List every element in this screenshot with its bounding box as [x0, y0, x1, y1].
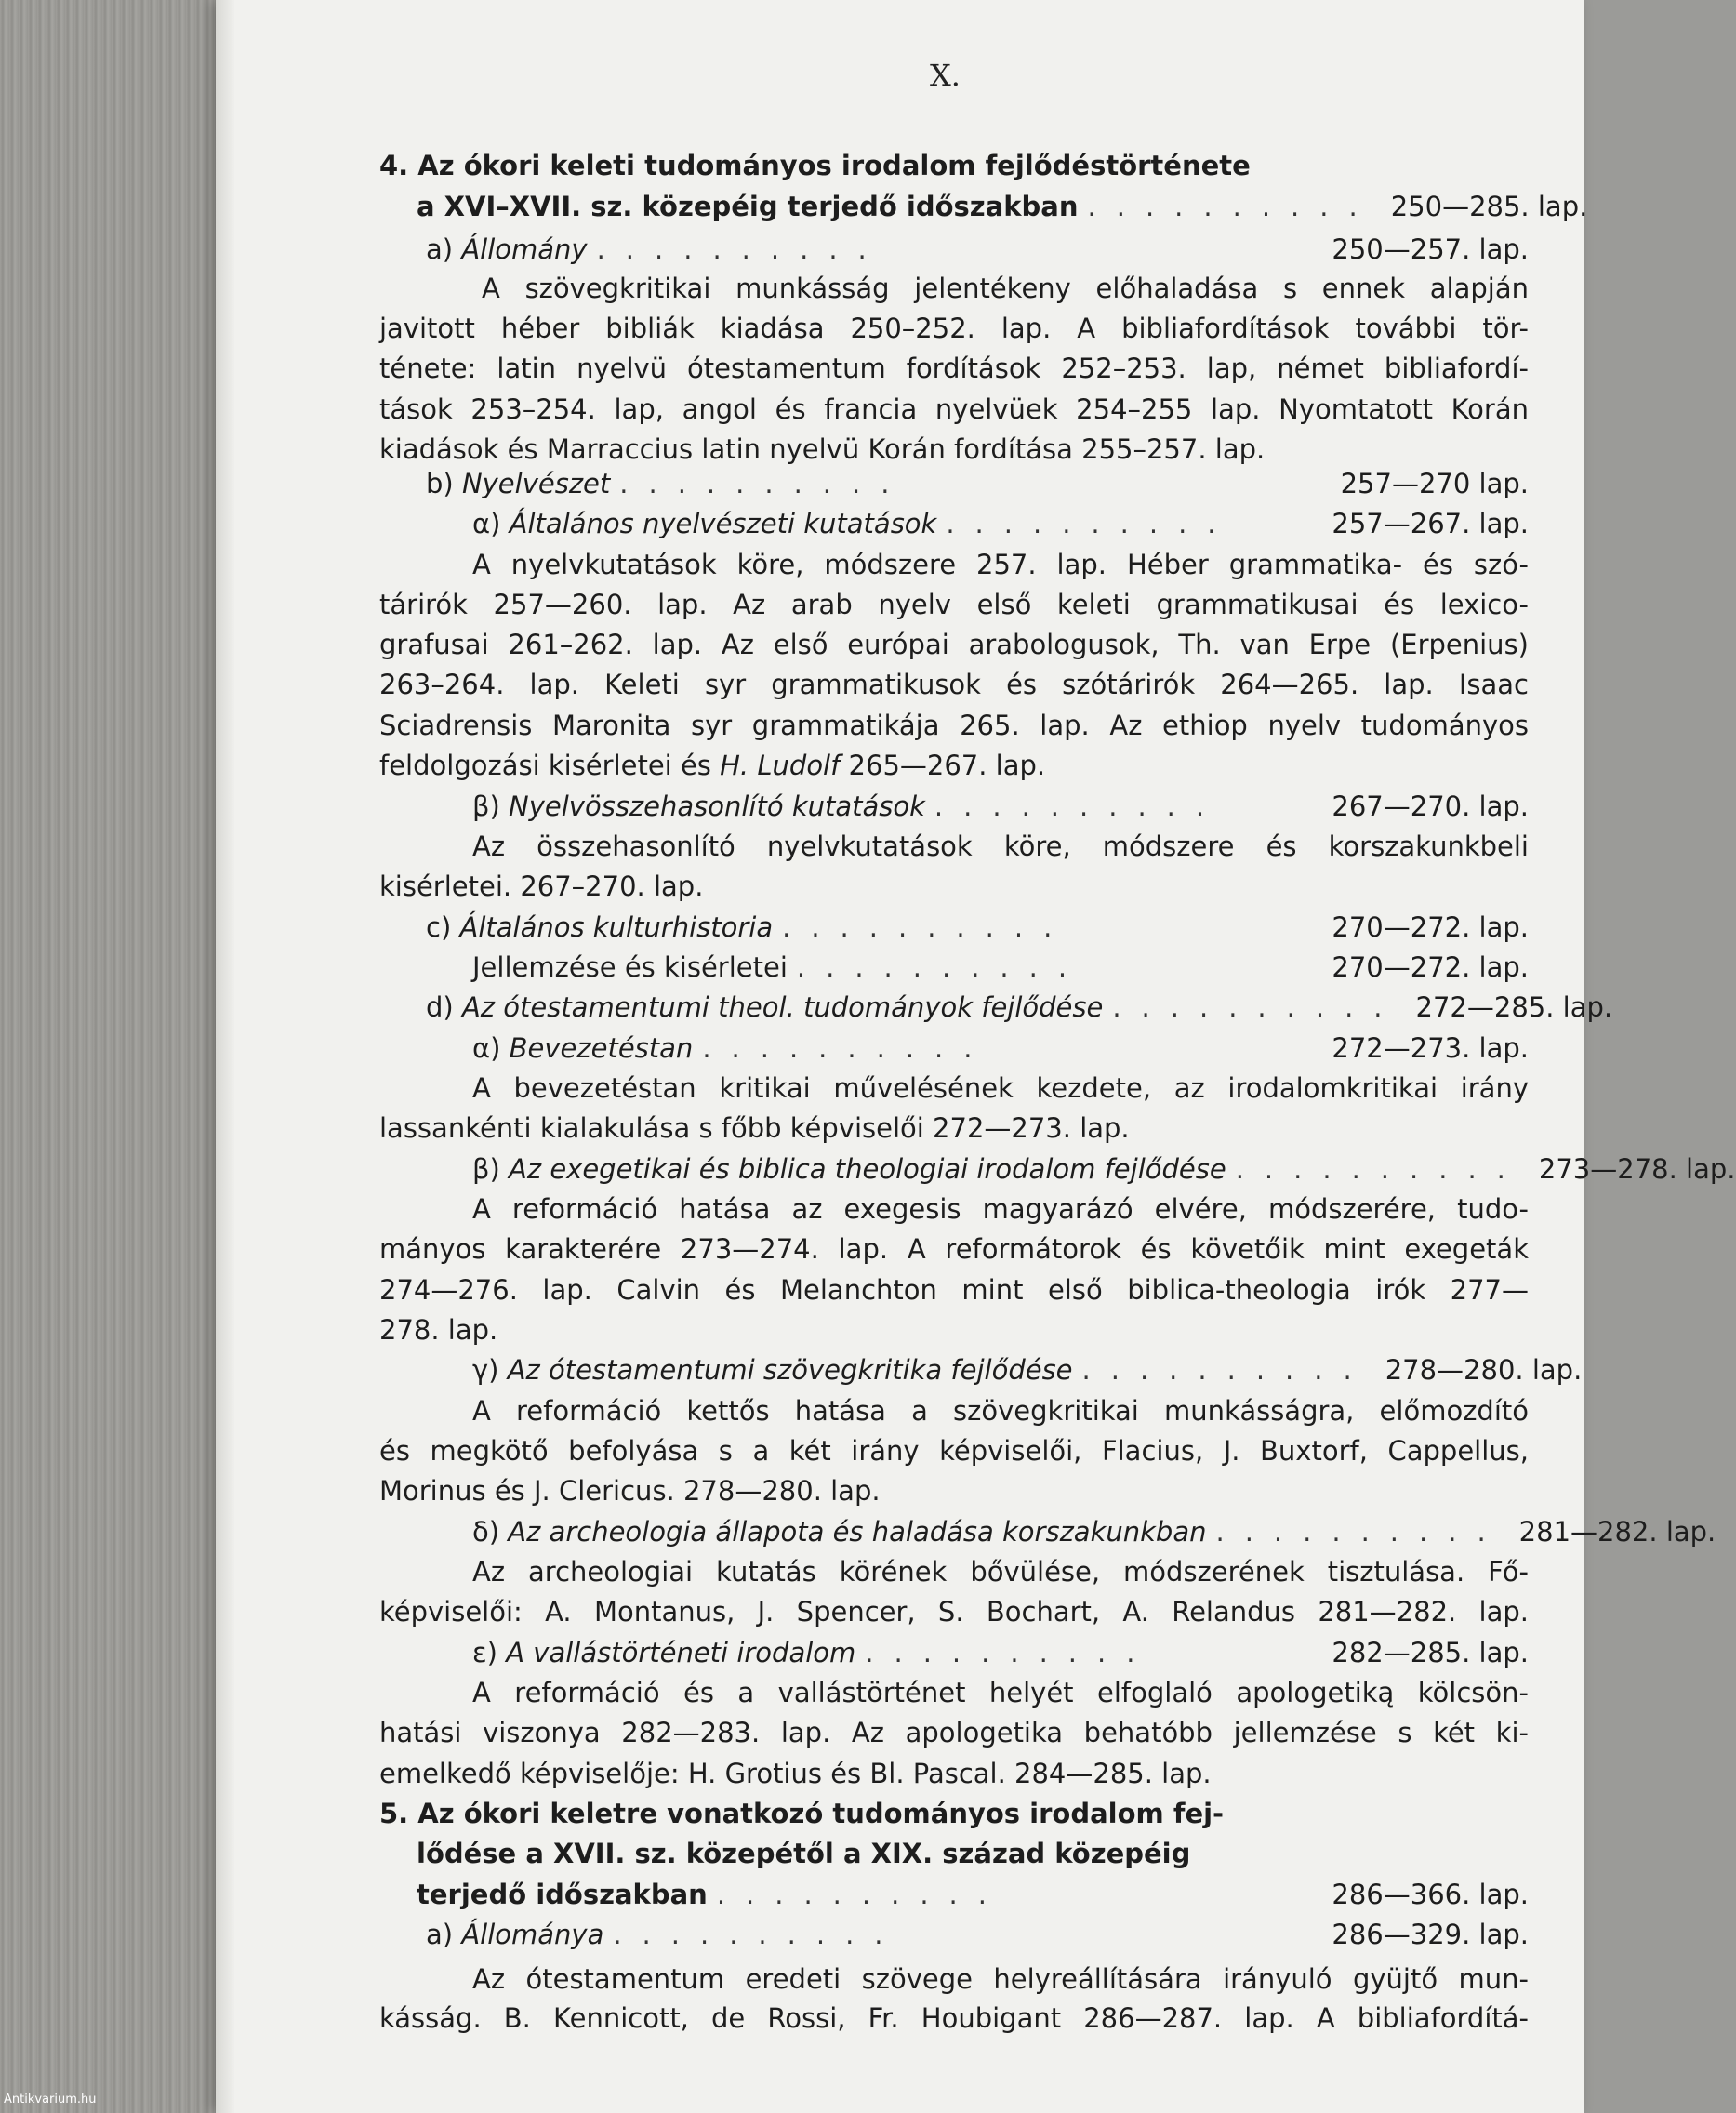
entry-text: lődése a XVII. sz. közepétől a XIX. század közepéig — [417, 1838, 1191, 1869]
dot-leader: .......... — [796, 951, 1088, 983]
toc-entry — [379, 1351, 1583, 1389]
paragraph-line — [379, 1311, 1529, 1349]
dot-leader: .......... — [782, 911, 1073, 943]
entry-italic-text: Nyelvösszehasonlító kutatások — [509, 791, 925, 822]
entry-italic-text: Állomány — [461, 233, 588, 265]
page-range: 270—272. lap. — [1332, 951, 1529, 983]
page-range: 250—285. lap. — [1390, 191, 1588, 222]
toc-entry — [379, 147, 1529, 184]
line-text: 278. lap. — [379, 1314, 498, 1346]
entry-italic-text: Az exegetikai és biblica theologiai irodalom fejlődése — [509, 1153, 1226, 1185]
entry-text: γ) — [472, 1354, 508, 1386]
paragraph-line — [379, 1553, 1529, 1590]
page-range: 272—273. lap. — [1332, 1032, 1529, 1064]
toc-entry — [379, 1876, 1529, 1913]
toc-entry-title — [417, 1835, 1199, 1872]
paragraph-line — [379, 1392, 1529, 1429]
paragraph-line — [379, 431, 1529, 468]
entry-text: β) — [472, 1153, 510, 1185]
toc-entry — [379, 505, 1529, 542]
paragraph-line — [379, 1960, 1529, 1998]
toc-entry — [379, 188, 1588, 225]
line-text: tások 253–254. lap, angol és francia nyelvüek 254–255 lap. Nyomtatott Korán — [379, 393, 1529, 425]
entry-text: 4. Az ókori keleti tudományos irodalom fejlődéstörténete — [379, 150, 1251, 181]
line-text: emelkedő képviselője: H. Grotius és Bl. Pascal. 284—285. lap. — [379, 1758, 1212, 1789]
entry-italic-text: Az ótestamentumi szövegkritika fejlődése — [507, 1354, 1073, 1386]
paragraph-line — [379, 1110, 1529, 1147]
entry-text: α) — [472, 1032, 510, 1064]
toc-entry-title — [472, 788, 934, 825]
entry-italic-text: Bevezetéstan — [509, 1032, 694, 1064]
toc-entry-title — [472, 1351, 1082, 1389]
line-text: 263–264. lap. Keleti syr grammatikusok és szótárirók 264—265. lap. Isaac — [379, 669, 1529, 700]
line-text: tárirók 257—260. lap. Az arab nyelv első keleti grammatikusai és lexico- — [379, 589, 1529, 620]
line-text: Az összehasonlító nyelvkutatások köre, módszere és korszakunkbeli — [472, 831, 1529, 862]
line-text: kiadások és Marraccius latin nyelvü Korán fordítása 255–257. lap. — [379, 433, 1266, 465]
entry-text: ε) — [472, 1637, 507, 1668]
line-text: Sciadrensis Maronita syr grammatikája 265. lap. Az ethiop nyelv tudományos — [379, 710, 1529, 741]
toc-entry — [379, 788, 1529, 825]
line-text: Morinus és J. Clericus. 278—280. lap. — [379, 1475, 881, 1507]
paragraph-line — [379, 868, 1529, 905]
paragraph-line — [379, 270, 1529, 307]
line-text: kisérletei. 267–270. lap. — [379, 870, 704, 902]
paragraph-line — [379, 707, 1529, 744]
paragraph-line — [379, 1190, 1529, 1228]
page-number: X. — [930, 58, 961, 93]
toc-entry — [379, 1030, 1529, 1067]
line-text: A reformáció hatása az exegesis magyarázó elvére, módszerére, tudo- — [472, 1193, 1529, 1225]
toc-entry-title — [379, 147, 1260, 184]
toc-entry-title — [426, 465, 619, 502]
entry-text: a) — [426, 1919, 462, 1950]
line-text: 274—276. lap. Calvin és Melanchton mint első biblica-theologia irók 277— — [379, 1274, 1529, 1306]
dot-leader: .......... — [1235, 1153, 1526, 1185]
toc-entry — [379, 465, 1529, 502]
paragraph-line — [379, 666, 1529, 703]
toc-entry — [379, 1916, 1529, 1953]
paragraph-line — [379, 1755, 1529, 1792]
line-text: feldolgozási kisérletei és — [379, 750, 721, 781]
dot-leader: .......... — [946, 508, 1237, 539]
line-text: A szövegkritikai munkásság jelentékeny előhaladása s ennek alapján — [482, 272, 1529, 304]
page-range: 286—366. lap. — [1332, 1879, 1529, 1910]
paragraph-line — [379, 1714, 1529, 1751]
toc-entry-title — [472, 505, 946, 542]
entry-italic-text: Általános kulturhistoria — [459, 911, 774, 943]
paragraph-line — [379, 1230, 1529, 1268]
dot-leader: .......... — [596, 233, 887, 265]
toc-entry-title — [472, 1634, 865, 1671]
line-text: A bevezetéstan kritikai művelésének kezdete, az irodalomkritikai irány — [472, 1072, 1529, 1104]
line-text: A reformáció kettős hatása a szövegkritikai munkásságra, előmozdító — [472, 1395, 1529, 1427]
entry-text: Jellemzése és kisérletei — [472, 951, 788, 983]
toc-entry-title — [379, 1795, 1233, 1832]
paragraph-line — [379, 747, 1529, 784]
paragraph-line — [379, 1472, 1529, 1509]
paragraph-line — [379, 391, 1529, 428]
entry-text: 5. Az ókori keletre vonatkozó tudományos irodalom fej- — [379, 1798, 1225, 1829]
toc-entry-title — [426, 231, 597, 268]
entry-text: α) — [472, 508, 510, 539]
toc-entry — [379, 949, 1529, 986]
page-range: 286—329. lap. — [1332, 1919, 1529, 1950]
line-text: lassankénti kialakulása s főbb képviselői 272—273. lap. — [379, 1112, 1130, 1144]
toc-entry-title — [417, 188, 1088, 225]
line-text: képviselői: A. Montanus, J. Spencer, S. Bochart, A. Relandus 281—282. lap. — [379, 1596, 1529, 1628]
paragraph-line — [379, 546, 1529, 583]
entry-text: δ) — [472, 1516, 509, 1548]
page-range: 257—270 lap. — [1340, 468, 1529, 499]
dot-leader: .......... — [702, 1032, 993, 1064]
paragraph-line — [379, 1432, 1529, 1469]
dot-leader: .......... — [934, 791, 1226, 822]
paragraph-line — [379, 1593, 1529, 1630]
entry-text: b) — [426, 468, 462, 499]
entry-italic-text: A vallástörténeti irodalom — [506, 1637, 856, 1668]
line-text: grafusai 261–262. lap. Az első európai arabologusok, Th. van Erpe (Erpenius) — [379, 629, 1529, 660]
entry-italic-text: Az archeologia állapota és haladása korszakunkban — [508, 1516, 1207, 1548]
toc-entry — [379, 1795, 1529, 1832]
paragraph-line — [379, 350, 1529, 387]
paragraph-line — [379, 586, 1529, 623]
dot-leader: .......... — [1215, 1516, 1506, 1548]
paragraph-line — [379, 828, 1529, 865]
entry-text: c) — [426, 911, 460, 943]
toc-entry-title — [472, 1513, 1215, 1550]
page-range: 278—280. lap. — [1385, 1354, 1583, 1386]
toc-entry-title — [426, 989, 1112, 1026]
page-range: 272—285. lap. — [1415, 991, 1613, 1023]
dot-leader: .......... — [1081, 1354, 1372, 1386]
entry-text: d) — [426, 991, 462, 1023]
line-text: kásság. B. Kennicott, de Rossi, Fr. Houbigant 286—287. lap. A bibliafordítá- — [379, 2002, 1529, 2034]
line-tail-text: 265—267. lap. — [840, 750, 1046, 781]
dot-leader: .......... — [1087, 191, 1378, 222]
toc-entry-title — [472, 949, 797, 986]
dot-leader: .......... — [865, 1637, 1156, 1668]
entry-italic-text: Állománya — [461, 1919, 604, 1950]
dot-leader: .......... — [716, 1879, 1007, 1910]
entry-italic-text: Nyelvészet — [461, 468, 611, 499]
toc-entry-title — [417, 1876, 717, 1913]
entry-text: a XVI–XVII. sz. közepéig terjedő időszakban — [417, 191, 1079, 222]
entry-text: a) — [426, 233, 462, 265]
paragraph-line — [379, 1070, 1529, 1107]
toc-entry-title — [426, 909, 782, 946]
toc-entry — [379, 1150, 1736, 1188]
dot-leader: .......... — [619, 468, 910, 499]
line-text: A nyelvkutatások köre, módszere 257. lap. Héber grammatika- és szó- — [472, 549, 1529, 580]
toc-entry — [379, 231, 1529, 268]
toc-entry — [379, 1634, 1529, 1671]
line-text: és megkötő befolyása s a két irány képviselői, Flacius, J. Buxtorf, Cappellus, — [379, 1435, 1529, 1467]
entry-text: β) — [472, 791, 510, 822]
toc-entry — [379, 1835, 1529, 1872]
line-text: javitott héber bibliák kiadása 250–252. lap. A bibliafordítások további tör- — [379, 312, 1529, 344]
toc-entry — [379, 989, 1613, 1026]
dot-leader: .......... — [613, 1919, 904, 1950]
line-text: ténete: latin nyelvü ótestamentum fordítások 252–253. lap, német bibliafordí- — [379, 352, 1529, 384]
page-range: 282—285. lap. — [1332, 1637, 1529, 1668]
page-range: 267—270. lap. — [1332, 791, 1529, 822]
line-text: A reformáció és a vallástörténet helyét elfoglaló apologetiką kölcsön- — [472, 1677, 1529, 1708]
watermark: Antikvarium.hu — [4, 2093, 97, 2106]
background-surface — [0, 0, 223, 2113]
page-range: 281—282. lap. — [1518, 1516, 1716, 1548]
paragraph-line — [379, 310, 1529, 347]
entry-italic-text: Az ótestamentumi theol. tudományok fejlődése — [461, 991, 1104, 1023]
line-text: mányos karakterére 273—274. lap. A reformátorok és követőik mint exegeták — [379, 1233, 1529, 1265]
toc-entry — [379, 909, 1529, 946]
paragraph-line — [379, 1674, 1529, 1711]
page-range: 250—257. lap. — [1332, 233, 1529, 265]
entry-text: terjedő időszakban — [417, 1879, 708, 1910]
page-range: 270—272. lap. — [1332, 911, 1529, 943]
toc-entry — [379, 1513, 1716, 1550]
toc-entry-title — [472, 1150, 1236, 1188]
line-text: hatási viszonya 282—283. lap. Az apologetika behatóbb jellemzése s két ki- — [379, 1717, 1529, 1748]
line-text: Az ótestamentum eredeti szövege helyreállítására irányuló gyüjtő mun- — [472, 1963, 1529, 1995]
toc-entry-title — [472, 1030, 702, 1067]
paragraph-line — [379, 2000, 1529, 2037]
dot-leader: .......... — [1112, 991, 1403, 1023]
page-range: 257—267. lap. — [1332, 508, 1529, 539]
line-text: Az archeologiai kutatás körének bővülése, módszerének tisztulása. Fő- — [472, 1556, 1529, 1588]
entry-italic-text: Általános nyelvészeti kutatások — [509, 508, 937, 539]
page-range: 273—278. lap. — [1538, 1153, 1736, 1185]
paragraph-line — [379, 1271, 1529, 1309]
line-italic-text: H. Ludolf — [720, 750, 841, 781]
toc-entry-title — [426, 1916, 613, 1953]
paragraph-line — [379, 626, 1529, 663]
